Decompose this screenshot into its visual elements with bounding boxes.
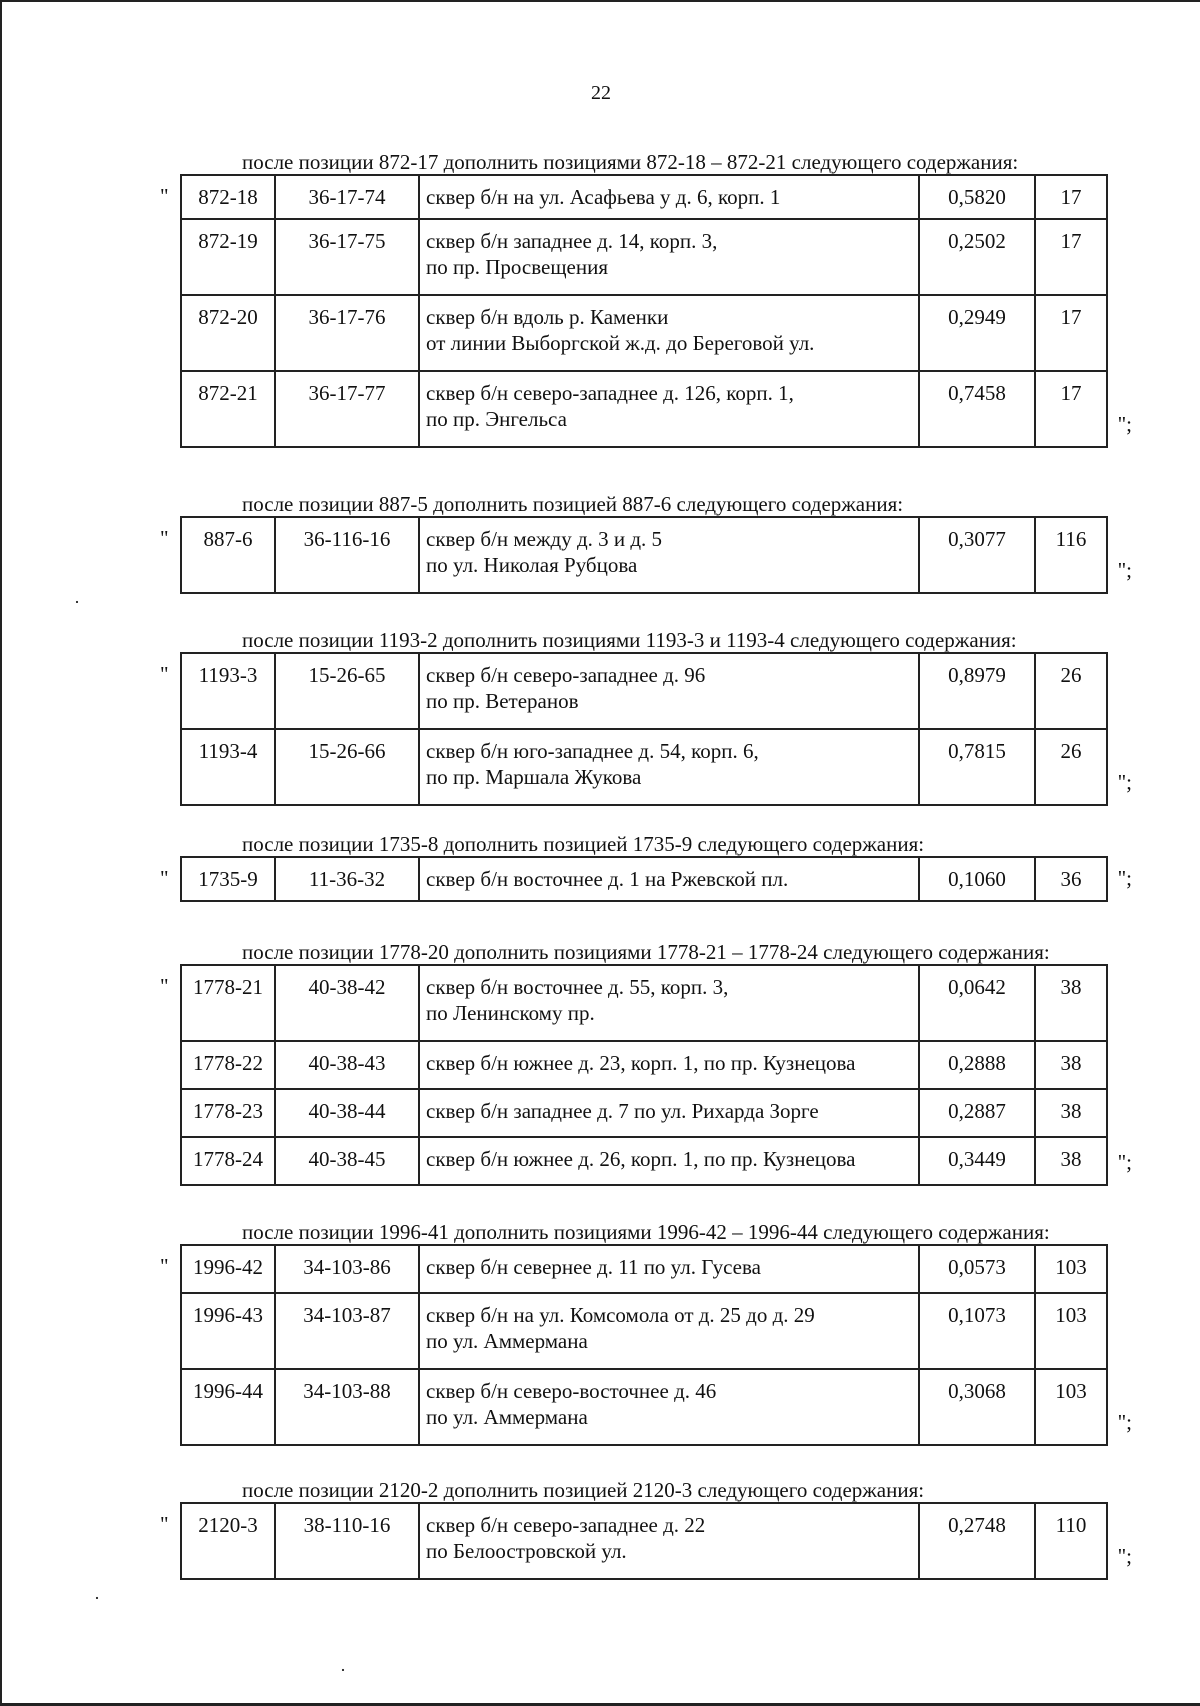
description-line: сквер б/н северо-западнее д. 96	[426, 663, 706, 687]
object-description	[419, 1089, 919, 1137]
object-code: 36-116-16	[275, 517, 419, 593]
district-number: 17	[1035, 219, 1107, 295]
area-value: 0,7815	[919, 729, 1035, 805]
scan-speck: ·	[340, 1660, 346, 1680]
description-line: по ул. Аммермана	[426, 1329, 588, 1353]
object-code: 34-103-87	[275, 1293, 419, 1369]
closing-quote: ";	[1117, 558, 1132, 582]
area-value: 0,2887	[919, 1089, 1035, 1137]
area-value: 0,5820	[919, 175, 1035, 219]
positions-table-wrapper	[160, 652, 1132, 806]
table-row	[181, 857, 1107, 901]
table-row	[181, 729, 1107, 805]
description-line: сквер б/н северо-западнее д. 126, корп. 1,	[426, 381, 794, 405]
description-line: сквер б/н западнее д. 14, корп. 3,	[426, 229, 718, 253]
closing-quote: ";	[1117, 770, 1132, 794]
description-line: сквер б/н севернее д. 11 по ул. Гусева	[426, 1255, 761, 1279]
description-line: сквер б/н южнее д. 26, корп. 1, по пр. Кузнецова	[426, 1147, 856, 1171]
section-intro-text: после позиции 872-17 дополнить позициями 872-18 – 872-21 следующего содержания:	[242, 150, 1019, 174]
section-intro-text: после позиции 1193-2 дополнить позициями 1193-3 и 1193-4 следующего содержания:	[242, 628, 1017, 652]
position-number: 872-19	[181, 219, 275, 295]
table-row	[181, 295, 1107, 371]
table-row	[181, 371, 1107, 447]
description-line: сквер б/н на ул. Комсомола от д. 25 до д. 29	[426, 1303, 815, 1327]
positions-table-wrapper	[160, 856, 1132, 902]
table-row	[181, 1089, 1107, 1137]
section-intro	[242, 492, 1106, 516]
description-line: сквер б/н на ул. Асафьева у д. 6, корп. 1	[426, 185, 781, 209]
closing-quote: ";	[1117, 1410, 1132, 1434]
object-code: 15-26-65	[275, 653, 419, 729]
amendment-section	[160, 832, 1132, 902]
positions-table	[180, 174, 1108, 448]
description-line: сквер б/н между д. 3 и д. 5	[426, 527, 663, 551]
area-value: 0,2502	[919, 219, 1035, 295]
district-number: 17	[1035, 295, 1107, 371]
area-value: 0,3449	[919, 1137, 1035, 1185]
area-value: 0,1073	[919, 1293, 1035, 1369]
area-value: 0,2949	[919, 295, 1035, 371]
object-description	[419, 965, 919, 1041]
position-number: 1996-42	[181, 1245, 275, 1293]
amendment-section	[160, 150, 1132, 448]
section-intro	[242, 940, 1106, 964]
table-row	[181, 1369, 1107, 1445]
object-code: 40-38-43	[275, 1041, 419, 1089]
description-line: по пр. Маршала Жукова	[426, 765, 642, 789]
description-line: по Ленинскому пр.	[426, 1001, 595, 1025]
scan-speck: ·	[94, 1588, 100, 1608]
district-number: 103	[1035, 1293, 1107, 1369]
position-number: 1996-43	[181, 1293, 275, 1369]
district-number: 17	[1035, 371, 1107, 447]
object-code: 38-110-16	[275, 1503, 419, 1579]
position-number: 1778-21	[181, 965, 275, 1041]
object-description	[419, 1503, 919, 1579]
position-number: 872-18	[181, 175, 275, 219]
position-number: 1193-4	[181, 729, 275, 805]
table-row	[181, 517, 1107, 593]
positions-table	[180, 516, 1108, 594]
section-intro-text: после позиции 1778-20 дополнить позициями 1778-21 – 1778-24 следующего содержания:	[242, 940, 1050, 964]
closing-quote: ";	[1117, 1150, 1132, 1174]
positions-table	[180, 1502, 1108, 1580]
district-number: 36	[1035, 857, 1107, 901]
positions-table-wrapper	[160, 1502, 1132, 1580]
district-number: 38	[1035, 965, 1107, 1041]
positions-table	[180, 856, 1108, 902]
district-number: 38	[1035, 1041, 1107, 1089]
section-intro-text: после позиции 1996-41 дополнить позициями 1996-42 – 1996-44 следующего содержания:	[242, 1220, 1050, 1244]
description-line: сквер б/н восточнее д. 55, корп. 3,	[426, 975, 729, 999]
district-number: 103	[1035, 1369, 1107, 1445]
district-number: 103	[1035, 1245, 1107, 1293]
object-description	[419, 517, 919, 593]
object-code: 34-103-86	[275, 1245, 419, 1293]
object-code: 36-17-74	[275, 175, 419, 219]
district-number: 116	[1035, 517, 1107, 593]
positions-table-wrapper	[160, 516, 1132, 594]
opening-quote: "	[160, 184, 169, 208]
position-number: 872-20	[181, 295, 275, 371]
object-code: 40-38-42	[275, 965, 419, 1041]
description-line: по пр. Просвещения	[426, 255, 608, 279]
closing-quote: ";	[1117, 412, 1132, 436]
object-description	[419, 219, 919, 295]
section-intro	[242, 1478, 1106, 1502]
opening-quote: "	[160, 526, 169, 550]
object-code: 36-17-76	[275, 295, 419, 371]
position-number: 1778-24	[181, 1137, 275, 1185]
district-number: 38	[1035, 1089, 1107, 1137]
object-code: 40-38-44	[275, 1089, 419, 1137]
object-code: 15-26-66	[275, 729, 419, 805]
object-description	[419, 175, 919, 219]
description-line: от линии Выборгской ж.д. до Береговой ул.	[426, 331, 815, 355]
opening-quote: "	[160, 662, 169, 686]
area-value: 0,7458	[919, 371, 1035, 447]
position-number: 2120-3	[181, 1503, 275, 1579]
amendment-section	[160, 1478, 1132, 1580]
district-number: 17	[1035, 175, 1107, 219]
description-line: сквер б/н вдоль р. Каменки	[426, 305, 669, 329]
description-line: сквер б/н западнее д. 7 по ул. Рихарда Зорге	[426, 1099, 819, 1123]
position-number: 1778-23	[181, 1089, 275, 1137]
object-description	[419, 1137, 919, 1185]
table-row	[181, 219, 1107, 295]
description-line: по ул. Николая Рубцова	[426, 553, 638, 577]
amendment-section	[160, 628, 1132, 806]
description-line: сквер б/н юго-западнее д. 54, корп. 6,	[426, 739, 759, 763]
description-line: сквер б/н северо-западнее д. 22	[426, 1513, 706, 1537]
opening-quote: "	[160, 866, 169, 890]
object-description	[419, 371, 919, 447]
opening-quote: "	[160, 974, 169, 998]
section-intro	[242, 832, 1106, 856]
description-line: по Белоостровской ул.	[426, 1539, 627, 1563]
section-intro	[242, 150, 1106, 174]
object-code: 34-103-88	[275, 1369, 419, 1445]
section-intro	[242, 1220, 1106, 1244]
area-value: 0,0573	[919, 1245, 1035, 1293]
description-line: по пр. Ветеранов	[426, 689, 579, 713]
district-number: 110	[1035, 1503, 1107, 1579]
position-number: 887-6	[181, 517, 275, 593]
position-number: 1778-22	[181, 1041, 275, 1089]
description-line: сквер б/н северо-восточнее д. 46	[426, 1379, 717, 1403]
area-value: 0,2888	[919, 1041, 1035, 1089]
table-row	[181, 1503, 1107, 1579]
section-intro-text: после позиции 1735-8 дополнить позицией 1735-9 следующего содержания:	[242, 832, 925, 856]
object-description	[419, 1369, 919, 1445]
opening-quote: "	[160, 1254, 169, 1278]
area-value: 0,0642	[919, 965, 1035, 1041]
scan-speck: ·	[74, 592, 80, 612]
positions-table-wrapper	[160, 1244, 1132, 1446]
description-line: сквер б/н восточнее д. 1 на Ржевской пл.	[426, 867, 789, 891]
object-description	[419, 1293, 919, 1369]
amendment-section	[160, 940, 1132, 1186]
position-number: 1996-44	[181, 1369, 275, 1445]
area-value: 0,3068	[919, 1369, 1035, 1445]
section-intro-text: после позиции 887-5 дополнить позицией 887-6 следующего содержания:	[242, 492, 904, 516]
positions-table	[180, 652, 1108, 806]
area-value: 0,8979	[919, 653, 1035, 729]
position-number: 1735-9	[181, 857, 275, 901]
position-number: 872-21	[181, 371, 275, 447]
positions-table-wrapper	[160, 174, 1132, 448]
table-row	[181, 175, 1107, 219]
position-number: 1193-3	[181, 653, 275, 729]
table-row	[181, 1293, 1107, 1369]
area-value: 0,3077	[919, 517, 1035, 593]
area-value: 0,1060	[919, 857, 1035, 901]
section-intro-text: после позиции 2120-2 дополнить позицией 2120-3 следующего содержания:	[242, 1478, 925, 1502]
amendment-section	[160, 492, 1132, 594]
object-description	[419, 295, 919, 371]
description-line: по пр. Энгельса	[426, 407, 567, 431]
table-row	[181, 1137, 1107, 1185]
description-line: сквер б/н южнее д. 23, корп. 1, по пр. Кузнецова	[426, 1051, 856, 1075]
object-description	[419, 653, 919, 729]
closing-quote: ";	[1117, 866, 1132, 890]
area-value: 0,2748	[919, 1503, 1035, 1579]
positions-table-wrapper	[160, 964, 1132, 1186]
table-row	[181, 965, 1107, 1041]
object-code: 11-36-32	[275, 857, 419, 901]
positions-table	[180, 964, 1108, 1186]
object-code: 36-17-77	[275, 371, 419, 447]
opening-quote: "	[160, 1512, 169, 1536]
section-intro	[242, 628, 1106, 652]
closing-quote: ";	[1117, 1544, 1132, 1568]
district-number: 26	[1035, 729, 1107, 805]
table-row	[181, 1245, 1107, 1293]
table-row	[181, 653, 1107, 729]
object-code: 40-38-45	[275, 1137, 419, 1185]
object-description	[419, 1245, 919, 1293]
object-description	[419, 729, 919, 805]
object-code: 36-17-75	[275, 219, 419, 295]
positions-table	[180, 1244, 1108, 1446]
description-line: по ул. Аммермана	[426, 1405, 588, 1429]
district-number: 26	[1035, 653, 1107, 729]
table-row	[181, 1041, 1107, 1089]
object-description	[419, 857, 919, 901]
district-number: 38	[1035, 1137, 1107, 1185]
page-number: 22	[591, 82, 611, 104]
object-description	[419, 1041, 919, 1089]
amendment-section	[160, 1220, 1132, 1446]
